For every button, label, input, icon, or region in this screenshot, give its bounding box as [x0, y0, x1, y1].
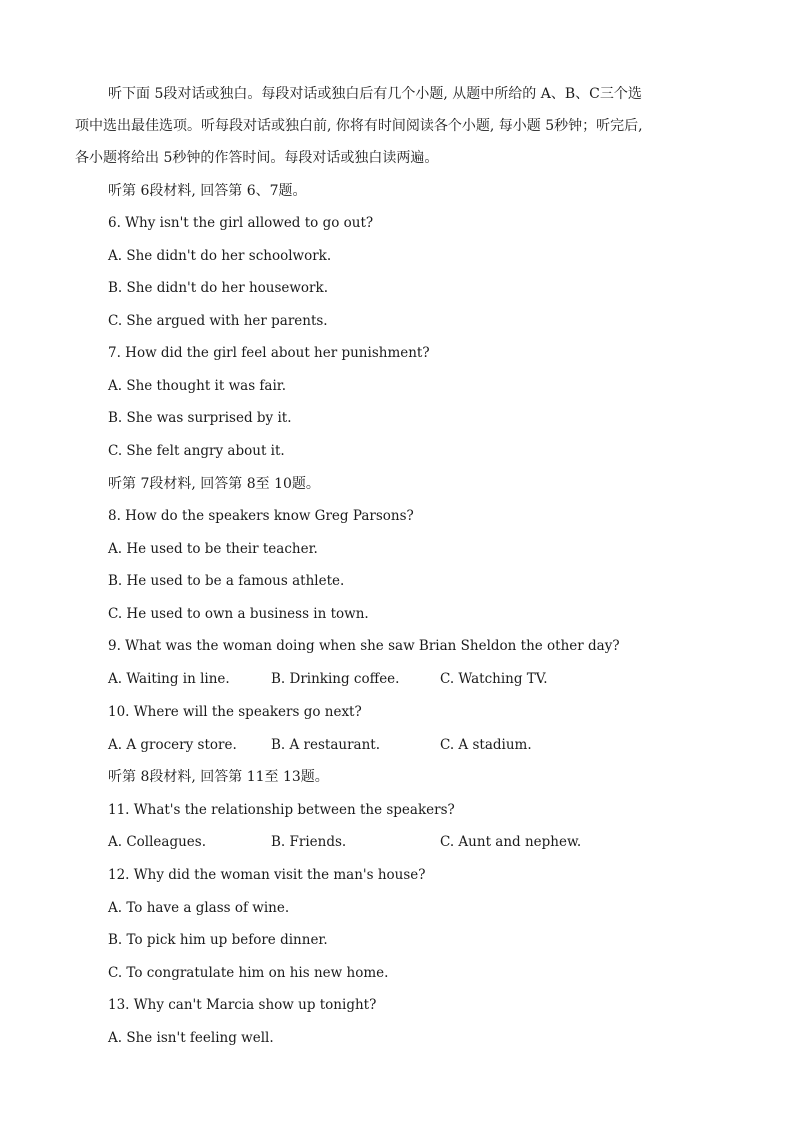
- answer-option[interactable]: B. He used to be a famous athlete.: [108, 573, 345, 589]
- answer-option[interactable]: A. Colleagues.: [108, 834, 207, 850]
- question-stem: 9. What was the woman doing when she saw Brian Sheldon the other day?: [108, 638, 620, 654]
- answer-option[interactable]: A. To have a glass of wine.: [108, 900, 290, 916]
- answer-option[interactable]: B. Friends.: [271, 834, 347, 850]
- answer-option[interactable]: B. A restaurant.: [271, 737, 380, 753]
- section-heading: 听第 6段材料, 回答第 6、7题。: [108, 183, 307, 199]
- answer-option[interactable]: A. He used to be their teacher.: [108, 541, 318, 557]
- instructions-line-3: 各小题将给出 5秒钟的作答时间。每段对话或独白读两遍。: [75, 150, 439, 166]
- instructions-line-2: 项中选出最佳选项。听每段对话或独白前, 你将有时间阅读各个小题, 每小题 5秒钟；听完后,: [75, 118, 643, 134]
- section-heading: 听第 8段材料, 回答第 11至 13题。: [108, 769, 329, 785]
- section-heading: 听第 7段材料, 回答第 8至 10题。: [108, 476, 320, 492]
- answer-option[interactable]: A. A grocery store.: [108, 737, 237, 753]
- question-stem: 7. How did the girl feel about her punishment?: [108, 345, 430, 361]
- question-stem: 6. Why isn't the girl allowed to go out?: [108, 215, 374, 231]
- answer-option[interactable]: B. She was surprised by it.: [108, 410, 292, 426]
- answer-option[interactable]: C. He used to own a business in town.: [108, 606, 369, 622]
- instructions-line-1: 听下面 5段对话或独白。每段对话或独白后有几个小题, 从题中所给的 A、B、C三个选: [108, 86, 642, 102]
- answer-option[interactable]: B. Drinking coffee.: [271, 671, 400, 687]
- answer-option[interactable]: A. She thought it was fair.: [108, 378, 287, 394]
- answer-option[interactable]: C. Watching TV.: [440, 671, 548, 687]
- answer-option[interactable]: C. She argued with her parents.: [108, 313, 328, 329]
- answer-option[interactable]: C. To congratulate him on his new home.: [108, 965, 389, 981]
- answer-option[interactable]: C. Aunt and nephew.: [440, 834, 582, 850]
- answer-option[interactable]: A. Waiting in line.: [108, 671, 230, 687]
- question-stem: 11. What's the relationship between the speakers?: [108, 802, 455, 818]
- question-stem: 12. Why did the woman visit the man's house?: [108, 867, 426, 883]
- answer-option[interactable]: C. A stadium.: [440, 737, 532, 753]
- question-stem: 10. Where will the speakers go next?: [108, 704, 362, 720]
- answer-option[interactable]: B. To pick him up before dinner.: [108, 932, 328, 948]
- answer-option[interactable]: A. She didn't do her schoolwork.: [108, 248, 332, 264]
- answer-option[interactable]: B. She didn't do her housework.: [108, 280, 328, 296]
- answer-option[interactable]: A. She isn't feeling well.: [108, 1030, 274, 1046]
- answer-option[interactable]: C. She felt angry about it.: [108, 443, 285, 459]
- question-stem: 8. How do the speakers know Greg Parsons?: [108, 508, 414, 524]
- question-stem: 13. Why can't Marcia show up tonight?: [108, 997, 377, 1013]
